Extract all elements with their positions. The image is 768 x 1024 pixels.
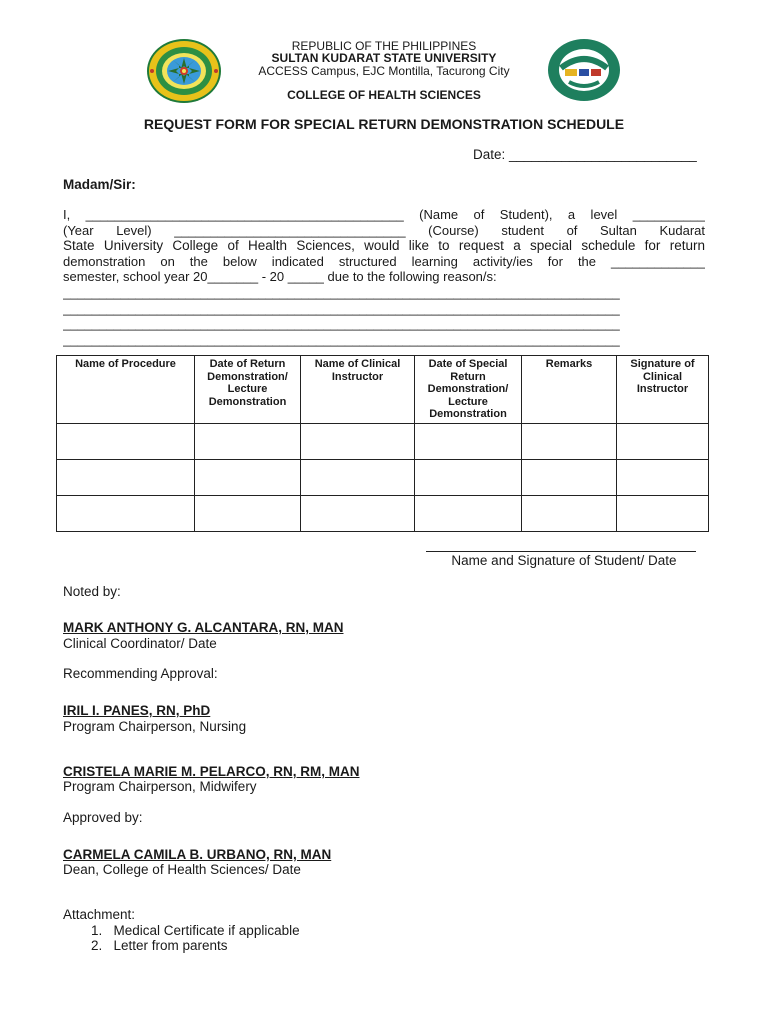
chair2-title: Program Chairperson, Midwifery (63, 779, 257, 794)
table-cell[interactable] (415, 423, 522, 459)
table-cell[interactable] (522, 423, 617, 459)
table-cell[interactable] (415, 459, 522, 495)
table-cell[interactable] (301, 459, 415, 495)
paragraph-line-1[interactable]: I, ____________________________________________ (Name of Student), a level __________ (63, 207, 705, 222)
header-campus: ACCESS Campus, EJC Montilla, Tacurong City (258, 64, 510, 78)
dean-title: Dean, College of Health Sciences/ Date (63, 862, 301, 877)
paragraph-line-2[interactable]: (Year Level) ________________________________ (Course) student of Sultan Kudarat (63, 222, 705, 238)
table-cell[interactable] (415, 495, 522, 531)
chair1-title: Program Chairperson, Nursing (63, 719, 247, 734)
request-paragraph (63, 207, 705, 285)
reason-line[interactable]: _____________________________________________________________________________ (63, 300, 620, 316)
paragraph-line-3: State University College of Health Sciences, would like to request a special schedule for return (63, 238, 705, 253)
table-cell[interactable] (522, 495, 617, 531)
chair1-name: IRIL I. PANES, RN, PhD (63, 703, 211, 718)
col-header-instructor: Name of Clinical Instructor (301, 356, 415, 424)
attachment-item: 2. Letter from parents (91, 938, 228, 953)
coordinator-name: MARK ANTHONY G. ALCANTARA, RN, MAN (63, 620, 344, 635)
col-header-signature: Signature of Clinical Instructor (617, 356, 709, 424)
table-cell[interactable] (617, 459, 709, 495)
table-cell[interactable] (57, 459, 195, 495)
noted-by-label: Noted by: (63, 584, 121, 599)
salutation: Madam/Sir: (63, 177, 136, 192)
col-header-procedure: Name of Procedure (57, 356, 195, 424)
table-header-row (57, 356, 709, 424)
chair2-name: CRISTELA MARIE M. PELARCO, RN, RM, MAN (63, 764, 360, 779)
procedure-table (56, 355, 709, 532)
table-cell[interactable] (617, 423, 709, 459)
table-cell[interactable] (522, 459, 617, 495)
paragraph-line-5[interactable]: semester, school year 20_______ - 20 _____ due to the following reason/s: (63, 269, 497, 284)
reason-line[interactable]: _____________________________________________________________________________ (63, 331, 620, 347)
table-cell[interactable] (57, 423, 195, 459)
dean-name: CARMELA CAMILA B. URBANO, RN, MAN (63, 847, 332, 862)
reason-line[interactable]: _____________________________________________________________________________ (63, 316, 620, 331)
col-header-date-special: Date of Special Return Demonstration/ Lecture Demonstration (415, 356, 522, 424)
col-header-remarks: Remarks (522, 356, 617, 424)
table-cell[interactable] (301, 495, 415, 531)
reason-line[interactable]: _____________________________________________________________________________ (63, 285, 620, 300)
header-college: COLLEGE OF HEALTH SCIENCES (287, 88, 481, 102)
col-header-date-return: Date of Return Demonstration/ Lecture Demonstration (195, 356, 301, 424)
student-signature-label: Name and Signature of Student/ Date (451, 553, 677, 568)
table-cell[interactable] (195, 423, 301, 459)
date-field[interactable]: Date: _________________________ (473, 147, 697, 162)
student-signature-line[interactable] (426, 551, 696, 552)
attachment-label: Attachment: (63, 907, 136, 922)
reason-lines[interactable] (63, 285, 705, 347)
attachment-item: 1. Medical Certificate if applicable (91, 923, 300, 938)
table-cell[interactable] (195, 495, 301, 531)
table-cell[interactable] (301, 423, 415, 459)
header-republic: REPUBLIC OF THE PHILIPPINES (291, 39, 477, 53)
table-row (57, 423, 709, 459)
recommending-label: Recommending Approval: (63, 666, 218, 681)
form-title: REQUEST FORM FOR SPECIAL RETURN DEMONSTRATION SCHEDULE (143, 116, 625, 132)
approved-by-label: Approved by: (63, 810, 143, 825)
table-row (57, 459, 709, 495)
table-cell[interactable] (57, 495, 195, 531)
table-cell[interactable] (195, 459, 301, 495)
header-university: SULTAN KUDARAT STATE UNIVERSITY (271, 51, 497, 65)
coordinator-title: Clinical Coordinator/ Date (63, 636, 217, 651)
paragraph-line-4[interactable]: demonstration on the below indicated structured learning activity/ies for the _____________ (63, 253, 705, 269)
table-row (57, 495, 709, 531)
table-cell[interactable] (617, 495, 709, 531)
